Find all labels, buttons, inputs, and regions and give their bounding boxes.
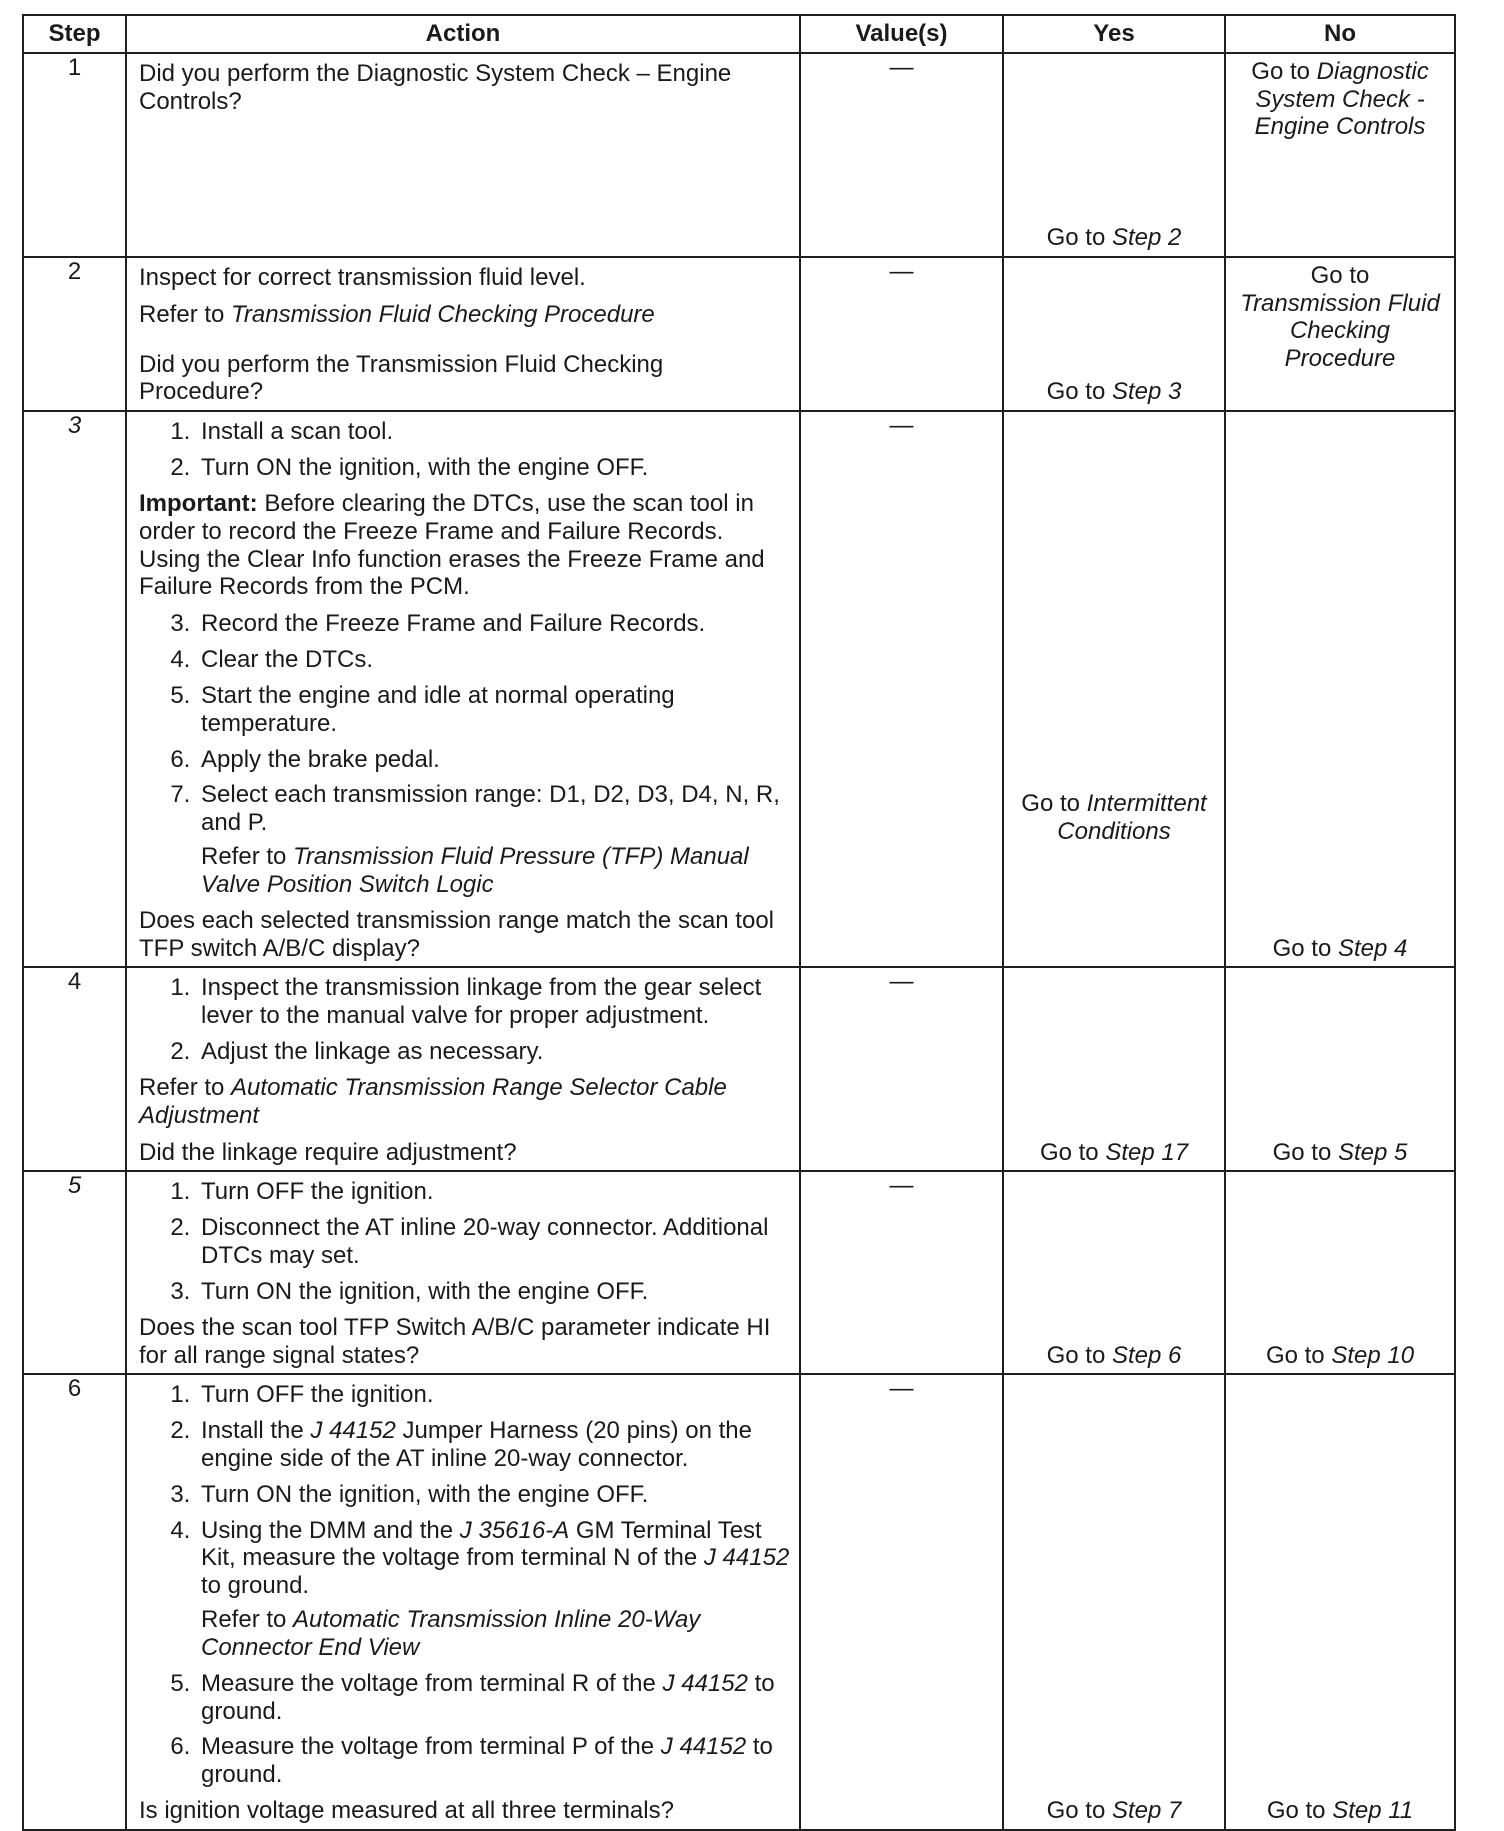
tool-name: J 44152	[660, 1733, 747, 1761]
refer-text: Refer to	[201, 1606, 287, 1634]
go-to-text: Go to	[1265, 1341, 1325, 1369]
value-cell	[800, 53, 1003, 257]
action-cell	[126, 1374, 800, 1830]
yes-link[interactable]: Step 3	[1111, 378, 1182, 406]
table-row-step-5	[23, 1171, 1455, 1374]
refer-text: Refer to	[139, 1073, 225, 1101]
table-row-step-1	[23, 53, 1455, 257]
action-item: 3. Turn ON the ignition, with the engine OFF.	[197, 1278, 791, 1306]
action-item: 2. Adjust the linkage as necessary.	[197, 1038, 791, 1066]
reference-link[interactable]: Automatic Transmission Range Selector Cable Adjustment	[139, 1073, 727, 1129]
action-item: 5. Start the engine and idle at normal operating temperature.	[197, 682, 791, 738]
value-cell	[800, 967, 1003, 1171]
value-cell	[800, 1374, 1003, 1830]
action-cell	[126, 1171, 800, 1374]
yes-cell	[1003, 53, 1225, 257]
value-dash: —	[889, 1375, 914, 1403]
action-question: Does each selected transmission range match the scan tool TFP switch A/B/C display?	[139, 906, 775, 962]
no-link[interactable]: Transmission Fluid Checking Procedure	[1240, 289, 1440, 372]
action-item: 7. Select each transmission range: D1, D2, D3, D4, N, R, and P. Refer to Transmission Fluid Pressure (TFP) Manual Valve Position Switch Logic	[197, 781, 791, 898]
value-dash: —	[889, 1172, 914, 1200]
yes-link[interactable]: Step 6	[1111, 1341, 1182, 1369]
yes-link[interactable]: Step 2	[1111, 224, 1182, 252]
table-row-step-2	[23, 257, 1455, 411]
action-question: Did you perform the Transmission Fluid Checking Procedure?	[139, 350, 664, 406]
action-item: 5. Measure the voltage from terminal R of the J 44152 to ground.	[197, 1670, 791, 1726]
table-row-step-3	[23, 411, 1455, 967]
action-item: 3. Turn ON the ignition, with the engine OFF.	[197, 1481, 791, 1509]
action-cell	[126, 967, 800, 1171]
action-item: 4. Using the DMM and the J 35616-A GM Terminal Test Kit, measure the voltage from terminal N of the J 44152 to ground. Refer to Automatic Transmission Inline 20-Way Connector End View	[197, 1517, 791, 1662]
no-cell	[1225, 53, 1455, 257]
value-cell	[800, 257, 1003, 411]
action-item: 2. Disconnect the AT inline 20-way connector. Additional DTCs may set.	[197, 1214, 791, 1270]
value-cell	[800, 411, 1003, 967]
yes-link[interactable]: Step 7	[1111, 1797, 1182, 1825]
action-item: 1. Install a scan tool.	[197, 418, 791, 446]
action-item: 1. Turn OFF the ignition.	[197, 1381, 791, 1409]
refer-text: Refer to	[139, 300, 225, 328]
go-to-text: Go to	[1021, 790, 1080, 818]
header-step: Step	[23, 15, 126, 53]
header-row	[23, 15, 1455, 53]
tool-name: J 44152	[703, 1544, 790, 1572]
yes-link[interactable]: Intermittent Conditions	[1057, 790, 1207, 846]
table-row-step-6	[23, 1374, 1455, 1830]
go-to-text: Go to	[1310, 262, 1370, 289]
no-link[interactable]: Step 4	[1337, 934, 1408, 962]
tool-name: J 44152	[662, 1669, 748, 1697]
step-number: 6	[23, 1374, 126, 1830]
value-dash: —	[889, 412, 914, 440]
value-dash: —	[889, 54, 914, 81]
go-to-text: Go to	[1251, 58, 1310, 85]
header-yes: Yes	[1003, 15, 1225, 53]
reference-link[interactable]: Automatic Transmission Inline 20-Way Connector End View	[201, 1606, 701, 1661]
action-item: 4. Clear the DTCs.	[197, 646, 791, 674]
go-to-text: Go to	[1272, 1138, 1332, 1166]
important-label: Important:	[139, 489, 258, 517]
action-question: Did the linkage require adjustment?	[139, 1138, 517, 1166]
action-item: 6. Measure the voltage from terminal P of the J 44152 to ground.	[197, 1733, 791, 1789]
value-dash: —	[889, 968, 914, 996]
no-cell	[1225, 411, 1455, 967]
action-item: 6. Apply the brake pedal.	[197, 746, 791, 774]
table-row-step-4	[23, 967, 1455, 1171]
action-item: 2. Turn ON the ignition, with the engine OFF.	[197, 454, 791, 482]
no-cell	[1225, 1171, 1455, 1374]
go-to-text: Go to	[1046, 378, 1106, 406]
go-to-text: Go to	[1272, 934, 1332, 962]
no-link[interactable]: Step 11	[1332, 1797, 1414, 1825]
action-text: Inspect for correct transmission fluid level.	[139, 264, 586, 291]
go-to-text: Go to	[1046, 1797, 1106, 1825]
go-to-text: Go to	[1039, 1138, 1099, 1166]
step-number: 2	[23, 257, 126, 411]
no-cell	[1225, 967, 1455, 1171]
yes-cell	[1003, 411, 1225, 967]
yes-link[interactable]: Step 17	[1105, 1138, 1189, 1166]
go-to-text: Go to	[1266, 1797, 1326, 1825]
action-item: 1. Turn OFF the ignition.	[197, 1178, 791, 1206]
no-link[interactable]: Diagnostic System Check - Engine Controls	[1254, 58, 1429, 141]
reference-link[interactable]: Transmission Fluid Checking Procedure	[231, 300, 655, 328]
action-cell	[126, 257, 800, 411]
step-number: 1	[23, 53, 126, 257]
go-to-text: Go to	[1046, 224, 1106, 252]
tool-name: J 44152	[310, 1417, 396, 1445]
no-link[interactable]: Step 10	[1331, 1341, 1415, 1369]
step-number: 5	[23, 1171, 126, 1374]
yes-cell	[1003, 1374, 1225, 1830]
no-link[interactable]: Step 5	[1337, 1138, 1408, 1166]
action-item: 1. Inspect the transmission linkage from the gear select lever to the manual valve for proper adjustment.	[197, 974, 791, 1030]
no-cell	[1225, 257, 1455, 411]
action-question: Is ignition voltage measured at all three terminals?	[139, 1797, 674, 1825]
no-cell	[1225, 1374, 1455, 1830]
action-cell	[126, 411, 800, 967]
step-number: 4	[23, 967, 126, 1171]
action-cell	[126, 53, 800, 257]
important-text: Before clearing the DTCs, use the scan tool in order to record the Freeze Frame and Failure Records. Using the Clear Info function erases the Freeze Frame and Failure Records from the PCM.	[139, 489, 765, 601]
reference-link[interactable]: Transmission Fluid Pressure (TFP) Manual Valve Position Switch Logic	[201, 843, 749, 898]
tool-name: J 35616-A	[459, 1516, 570, 1544]
action-item: 3. Record the Freeze Frame and Failure Records.	[197, 610, 791, 638]
yes-cell	[1003, 257, 1225, 411]
header-action: Action	[126, 15, 800, 53]
action-text: Did you perform the Diagnostic System Check – Engine Controls?	[139, 60, 732, 115]
diagnostic-table	[22, 14, 1456, 1831]
action-question: Does the scan tool TFP Switch A/B/C parameter indicate HI for all range signal states?	[139, 1313, 771, 1369]
value-cell	[800, 1171, 1003, 1374]
yes-cell	[1003, 967, 1225, 1171]
step-number: 3	[23, 411, 126, 967]
action-item: 2. Install the J 44152 Jumper Harness (20 pins) on the engine side of the AT inline 20-way connector.	[197, 1417, 791, 1473]
value-dash: —	[889, 258, 914, 285]
go-to-text: Go to	[1046, 1341, 1106, 1369]
yes-cell	[1003, 1171, 1225, 1374]
header-values: Value(s)	[800, 15, 1003, 53]
refer-text: Refer to	[201, 843, 287, 871]
header-no: No	[1225, 15, 1455, 53]
